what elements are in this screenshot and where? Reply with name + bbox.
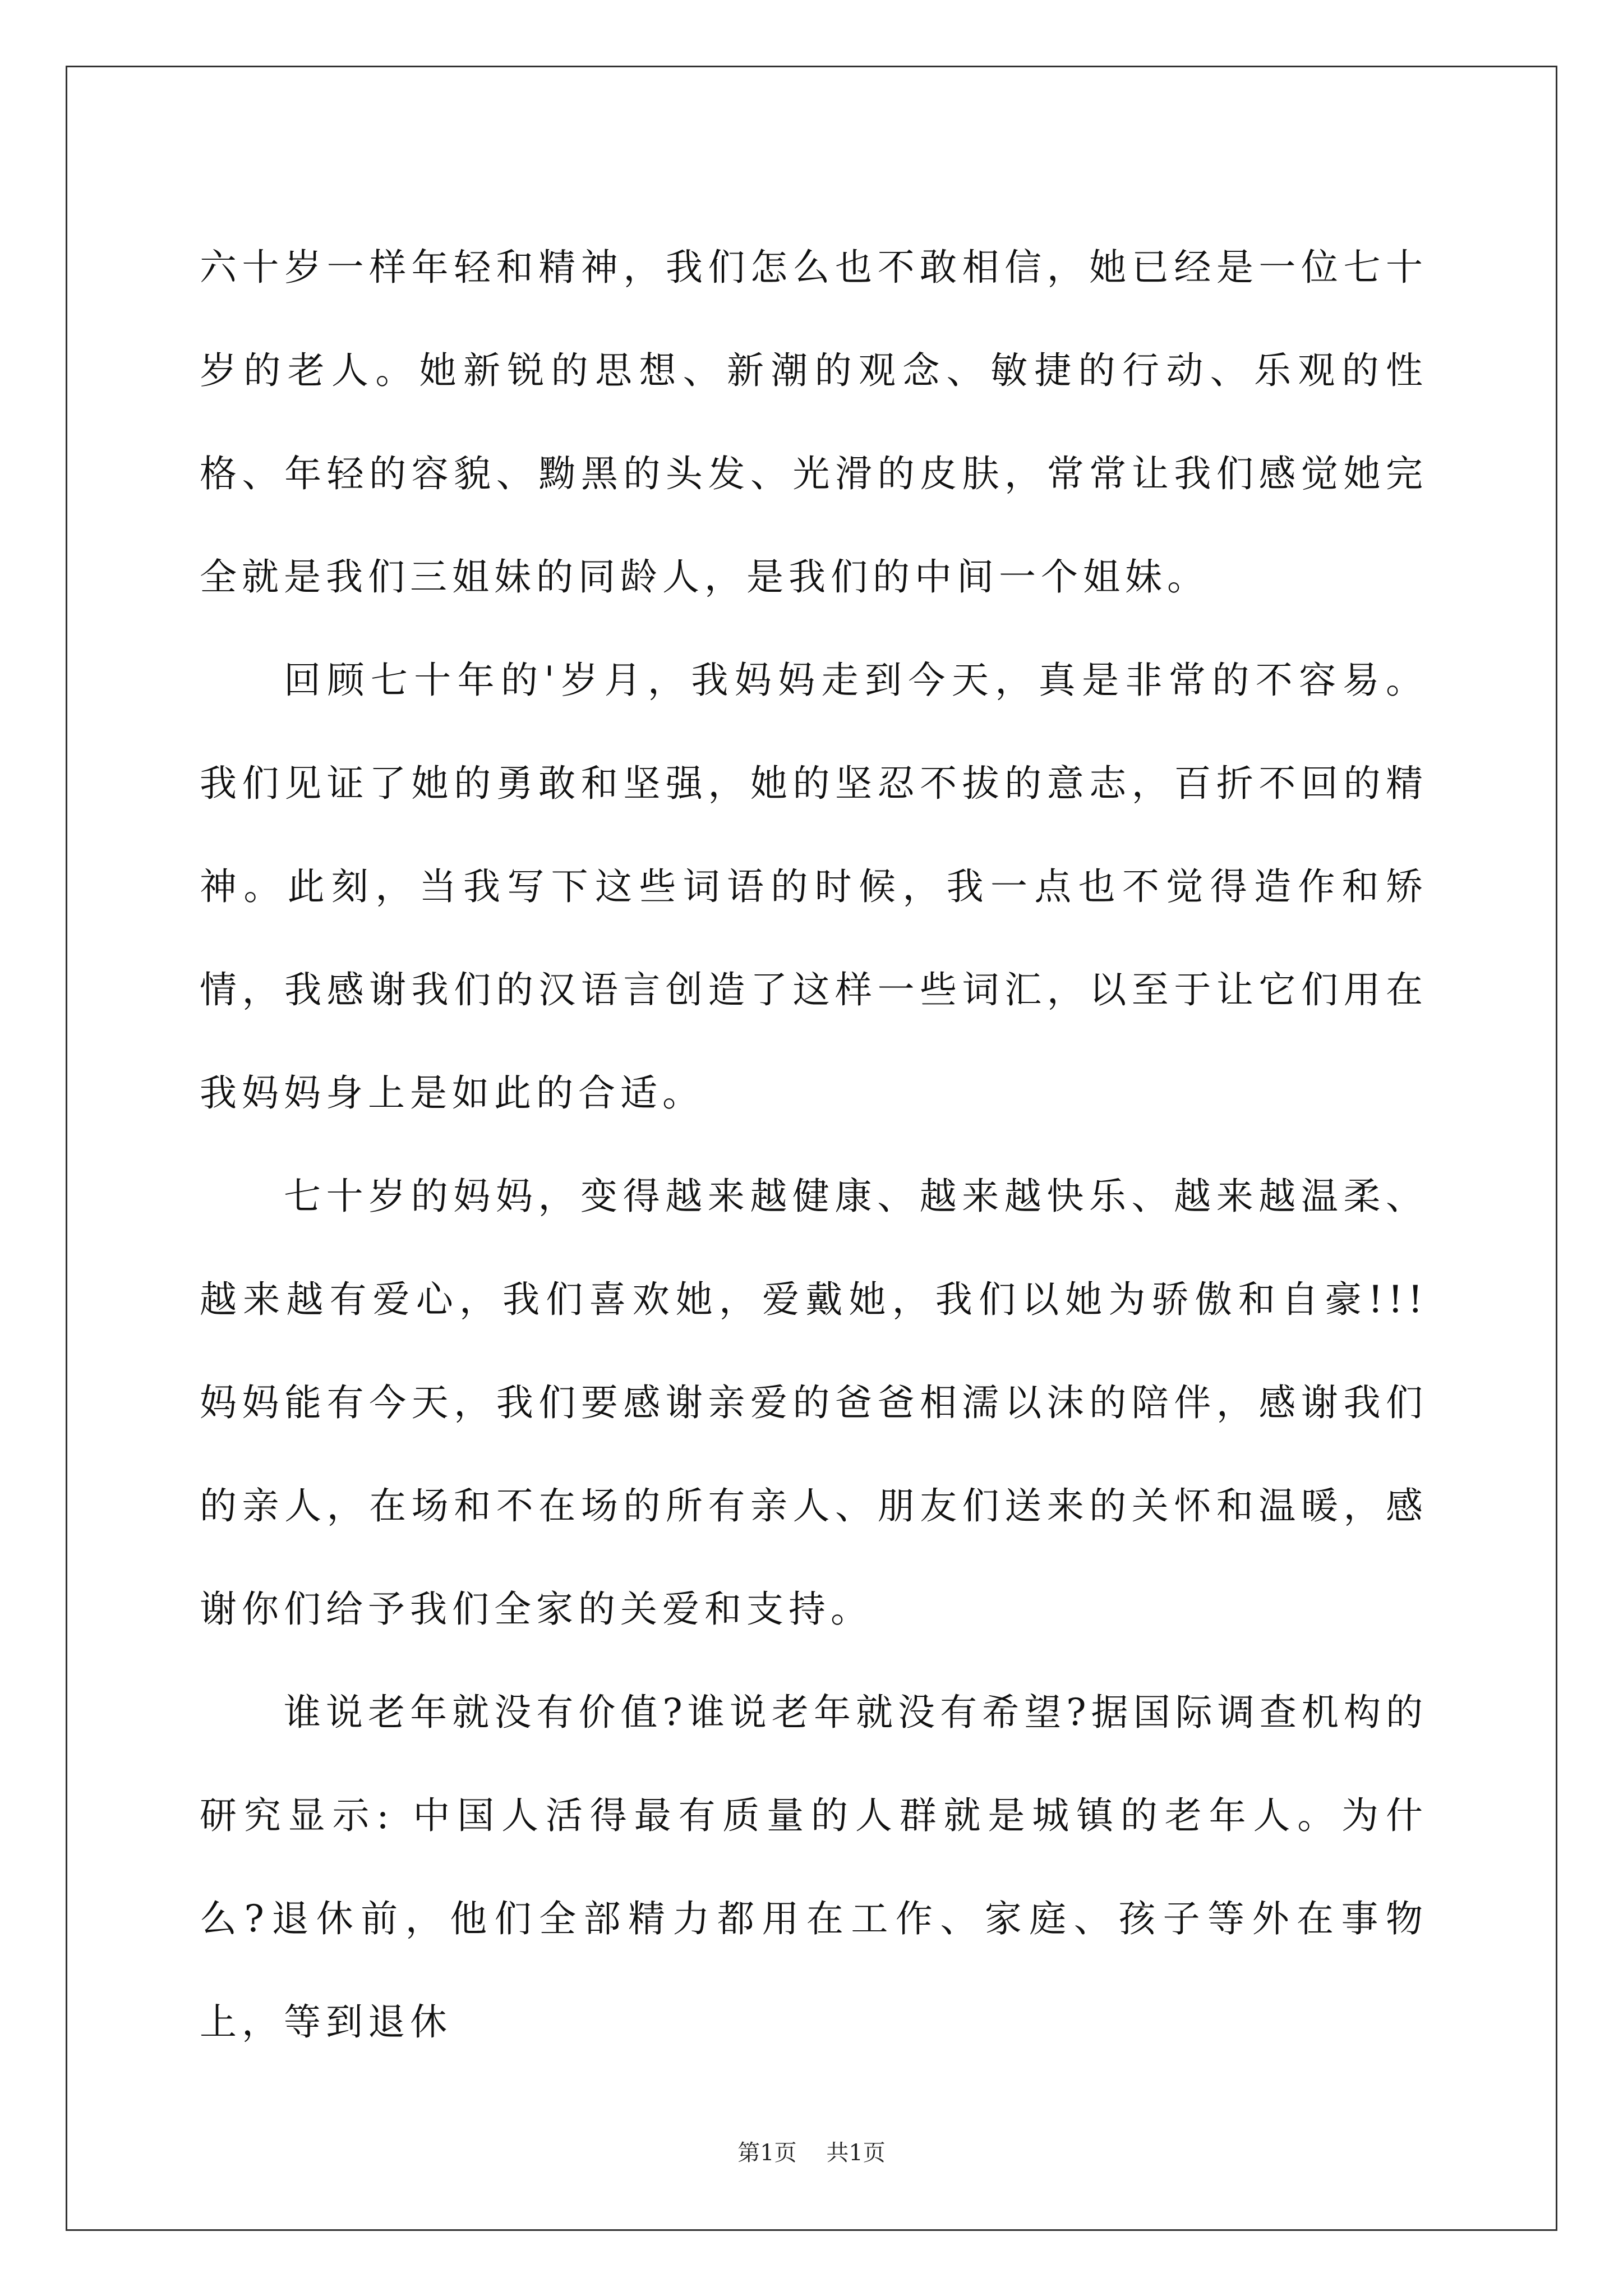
paragraph-1: 六十岁一样年轻和精神，我们怎么也不敢相信，她已经是一位七十岁的老人。她新锐的思想、新潮的观念、敏捷的行动、乐观的性格、年轻的容貌、黝黑的头发、光滑的皮肤，常常让我们感觉她完全就是我们三姐妹的同龄人，是我们的中间一个姐妹。 [200, 246, 1428, 599]
page-footer [0, 2136, 1623, 2170]
page-number: 第1页 [737, 2140, 797, 2166]
page-total: 共1页 [826, 2140, 886, 2166]
paragraph-2: 回顾七十年的'岁月，我妈妈走到今天，真是非常的不容易。我们见证了她的勇敢和坚强，她的坚忍不拔的意志，百折不回的精神。此刻，当我写下这些词语的时候，我一点也不觉得造作和矫情，我感谢我们的汉语言创造了这样一些词汇，以至于让它们用在我妈妈身上是如此的合适。 [200, 659, 1428, 1115]
paragraph-4: 谁说老年就没有价值?谁说老年就没有希望?据国际调查机构的研究显示: 中国人活得最有质量的人群就是城镇的老年人。为什么?退休前，他们全部精力都用在工作、家庭、孩子等外在事物上，等到退休 [200, 1691, 1428, 2044]
paragraph-3: 七十岁的妈妈，变得越来越健康、越来越快乐、越来越温柔、越来越有爱心，我们喜欢她，爱戴她，我们以她为骄傲和自豪!!! 妈妈能有今天，我们要感谢亲爱的爸爸相濡以沫的陪伴，感谢我们的亲人，在场和不在场的所有亲人、朋友们送来的关怀和温暖，感谢你们给予我们全家的关爱和支持。 [200, 1175, 1428, 1631]
document-body [200, 216, 1428, 2074]
